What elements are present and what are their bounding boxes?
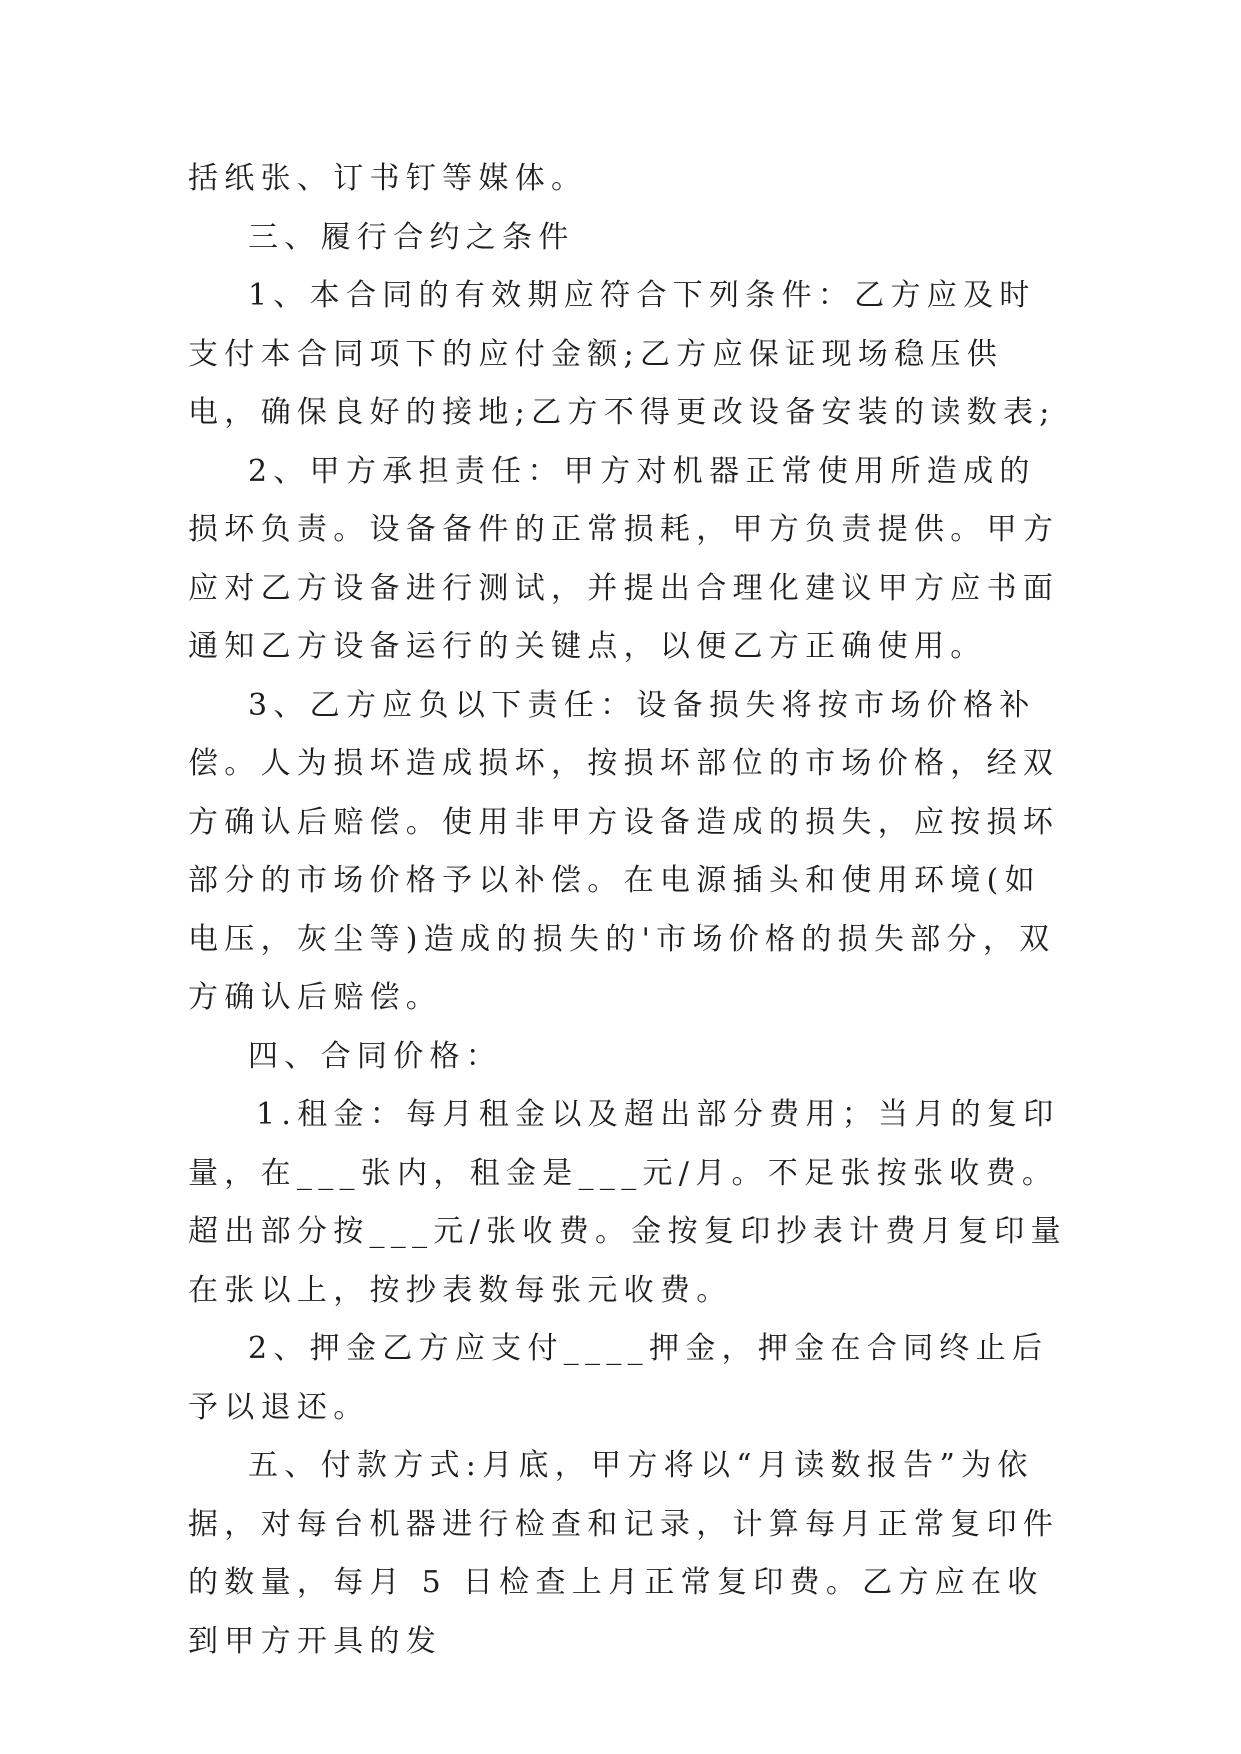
document-body <box>188 150 1070 1671</box>
paragraph-continuation: 括纸张、订书钉等媒体。 <box>188 161 588 196</box>
section-heading-price: 四、合同价格： <box>248 1038 503 1074</box>
clause-party-a-responsibility: 2、甲方承担责任：甲方对机器正常使用所造成的损坏负责。设备备件的正常损耗，甲方负责提供。甲方应对乙方设备进行测试，并提出合理化建议甲方应书面通知乙方设备运行的关键点，以便乙方正确使用。 <box>188 453 1060 664</box>
section-heading-conditions: 三、履行合约之条件 <box>248 219 575 255</box>
section-payment-method: 五、付款方式:月底，甲方将以“月读数报告”为依据，对每台机器进行检查和记录，计算每月正常复印件的数量，每月 5 日检查上月正常复印费。乙方应在收到甲方开具的发 <box>188 1448 1060 1659</box>
clause-validity-conditions: 1、本合同的有效期应符合下列条件：乙方应及时支付本合同项下的应付金额;乙方应保证现场稳压供电，确保良好的接地;乙方不得更改设备安装的读数表; <box>188 278 1056 430</box>
clause-rent: 1.租金：每月租金以及超出部分费用；当月的复印量，在___张内，租金是___元/月。不足张按张收费。超出部分按___元/张收费。金按复印抄表计费月复印量在张以上，按抄表数每张元收费。 <box>188 1097 1067 1308</box>
clause-deposit: 2、押金乙方应支付____押金，押金在合同终止后予以退还。 <box>188 1331 1049 1425</box>
clause-party-b-responsibility: 3、乙方应负以下责任：设备损失将按市场价格补偿。人为损坏造成损坏，按损坏部位的市场价格，经双方确认后赔偿。使用非甲方设备造成的损失，应按损坏部分的市场价格予以补偿。在电源插头和使用环境(如电压，灰尘等)造成的损失的'市场价格的损失部分，双方确认后赔偿。 <box>188 687 1060 1015</box>
